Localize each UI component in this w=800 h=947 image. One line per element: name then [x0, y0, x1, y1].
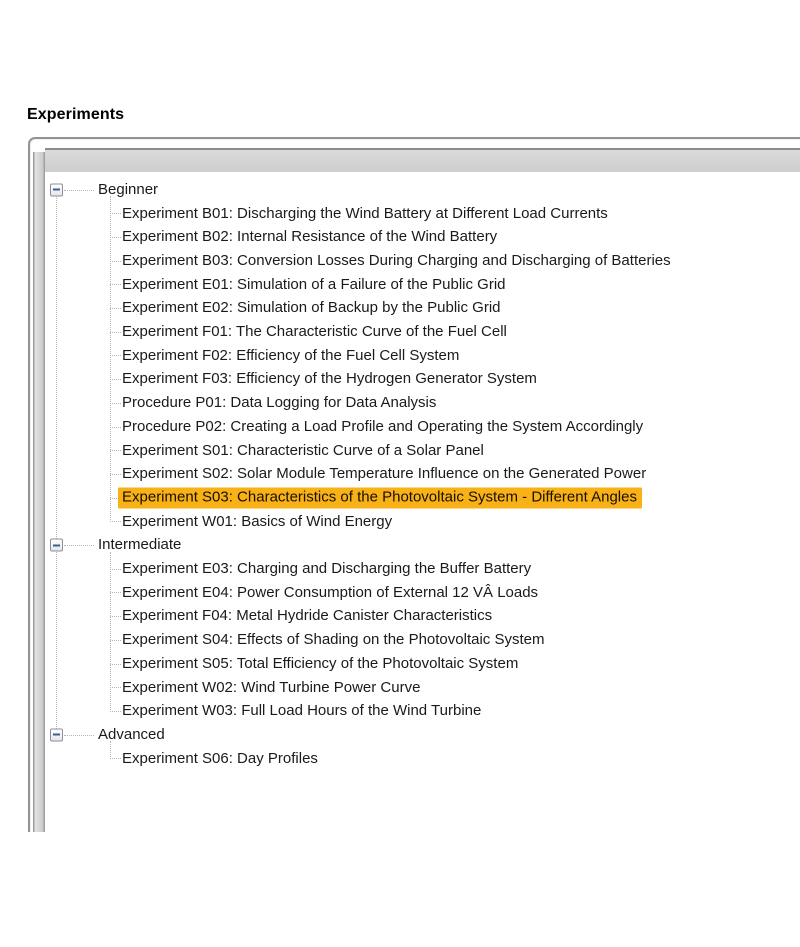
- tree-item-label[interactable]: Experiment W01: Basics of Wind Energy: [122, 512, 393, 530]
- tree-item-row[interactable]: [46, 320, 800, 344]
- tree-item-row[interactable]: [46, 202, 800, 226]
- panel-header-bar: [45, 148, 800, 172]
- tree-connector-stub: [110, 687, 121, 688]
- tree-group-label[interactable]: Beginner: [98, 180, 159, 198]
- tree-item-label[interactable]: Experiment S04: Effects of Shading on the Photovoltaic System: [122, 631, 545, 649]
- collapse-toggle[interactable]: [50, 728, 63, 741]
- tree-connector-stub: [110, 427, 121, 428]
- minus-icon: [53, 734, 60, 736]
- tree-item-label[interactable]: Experiment S05: Total Efficiency of the Photovoltaic System: [122, 654, 519, 672]
- tree-item-label[interactable]: Experiment E02: Simulation of Backup by the Public Grid: [122, 299, 501, 317]
- tree-connector-stub: [110, 758, 121, 759]
- tree-item-label-selected[interactable]: Experiment S03: Characteristics of the Photovoltaic System - Different Angles: [118, 487, 642, 508]
- tree-item-row[interactable]: [46, 273, 800, 297]
- tree-item-label[interactable]: Experiment E01: Simulation of a Failure of the Public Grid: [122, 275, 506, 293]
- tree-item-label[interactable]: Experiment B01: Discharging the Wind Battery at Different Load Currents: [122, 204, 608, 222]
- tree-connector-stub: [64, 735, 94, 736]
- tree-item-label[interactable]: Experiment F04: Metal Hydride Canister Characteristics: [122, 607, 493, 625]
- tree-connector-stub: [110, 664, 121, 665]
- tree-item-row[interactable]: [46, 557, 800, 581]
- tree-connector-stub: [64, 190, 94, 191]
- tree-connector-stub: [110, 616, 121, 617]
- tree-connector-stub: [110, 332, 121, 333]
- tree-item-label[interactable]: Experiment B02: Internal Resistance of the Wind Battery: [122, 228, 498, 246]
- tree-connector-stub: [110, 569, 121, 570]
- tree-connector-stub: [110, 474, 121, 475]
- tree-connector-stub: [110, 284, 121, 285]
- page-title: Experiments: [27, 106, 125, 123]
- tree-group-label[interactable]: Intermediate: [98, 536, 182, 554]
- tree-group-row[interactable]: [46, 534, 800, 558]
- minus-icon: [53, 189, 60, 191]
- tree-item-row[interactable]: [46, 510, 800, 534]
- tree-connector-stub: [110, 521, 121, 522]
- tree-connector-stub: [64, 545, 94, 546]
- tree-item-row[interactable]: [46, 581, 800, 605]
- tree-group-label[interactable]: Advanced: [98, 725, 165, 743]
- tree-connector-stub: [110, 213, 121, 214]
- experiments-panel: [28, 137, 800, 832]
- tree-item-label[interactable]: Experiment S02: Solar Module Temperature Influence on the Generated Power: [122, 465, 647, 483]
- tree-connector-stub: [110, 640, 121, 641]
- tree-item-row[interactable]: [46, 439, 800, 463]
- tree-item-label[interactable]: Experiment F03: Efficiency of the Hydrogen Generator System: [122, 370, 537, 388]
- tree-connector-stub: [110, 711, 121, 712]
- collapse-toggle[interactable]: [50, 183, 63, 196]
- tree-connector-stub: [110, 592, 121, 593]
- tree-connector-stub: [110, 450, 121, 451]
- tree-item-row[interactable]: [46, 628, 800, 652]
- vertical-scrollbar[interactable]: [33, 152, 45, 832]
- tree-connector-stub: [110, 379, 121, 380]
- tree-group-row[interactable]: [46, 723, 800, 747]
- tree-connector-stub: [110, 355, 121, 356]
- tree-item-row[interactable]: [46, 415, 800, 439]
- tree-item-row[interactable]: [46, 462, 800, 486]
- tree-item-row[interactable]: [46, 747, 800, 771]
- tree-connector-stub: [110, 237, 121, 238]
- tree-item-row[interactable]: [46, 225, 800, 249]
- tree-item-row[interactable]: [46, 297, 800, 321]
- collapse-toggle[interactable]: [50, 539, 63, 552]
- tree-item-row[interactable]: [46, 676, 800, 700]
- tree-item-label[interactable]: Experiment S01: Characteristic Curve of a Solar Panel: [122, 441, 484, 459]
- tree-item-row[interactable]: [46, 368, 800, 392]
- tree-item-row[interactable]: [46, 344, 800, 368]
- tree-connector-stub: [110, 308, 121, 309]
- tree-item-row[interactable]: [46, 249, 800, 273]
- tree-item-row[interactable]: [46, 699, 800, 723]
- tree-item-label[interactable]: Experiment F02: Efficiency of the Fuel Cell System: [122, 346, 460, 364]
- tree-connector-stub: [110, 403, 121, 404]
- tree-group-row[interactable]: [46, 178, 800, 202]
- tree-item-label[interactable]: Experiment S06: Day Profiles: [122, 749, 318, 767]
- experiments-tree: [46, 174, 800, 832]
- minus-icon: [53, 544, 60, 546]
- tree-item-row[interactable]: [46, 605, 800, 629]
- tree-item-label[interactable]: Experiment E03: Charging and Discharging the Buffer Battery: [122, 560, 532, 578]
- tree-item-label[interactable]: Experiment B03: Conversion Losses During Charging and Discharging of Batteries: [122, 251, 671, 269]
- tree-item-label[interactable]: Procedure P01: Data Logging for Data Analysis: [122, 394, 437, 412]
- tree-item-label[interactable]: Experiment E04: Power Consumption of External 12 VÂ Loads: [122, 583, 539, 601]
- tree-item-row[interactable]: [46, 486, 800, 510]
- tree-connector-stub: [110, 261, 121, 262]
- tree-item-row[interactable]: [46, 652, 800, 676]
- tree-item-label[interactable]: Experiment F01: The Characteristic Curve of the Fuel Cell: [122, 323, 507, 341]
- tree-item-label[interactable]: Experiment W03: Full Load Hours of the Wind Turbine: [122, 702, 482, 720]
- tree-item-label[interactable]: Procedure P02: Creating a Load Profile and Operating the System Accordingly: [122, 417, 644, 435]
- tree-item-label[interactable]: Experiment W02: Wind Turbine Power Curve: [122, 678, 421, 696]
- tree-item-row[interactable]: [46, 391, 800, 415]
